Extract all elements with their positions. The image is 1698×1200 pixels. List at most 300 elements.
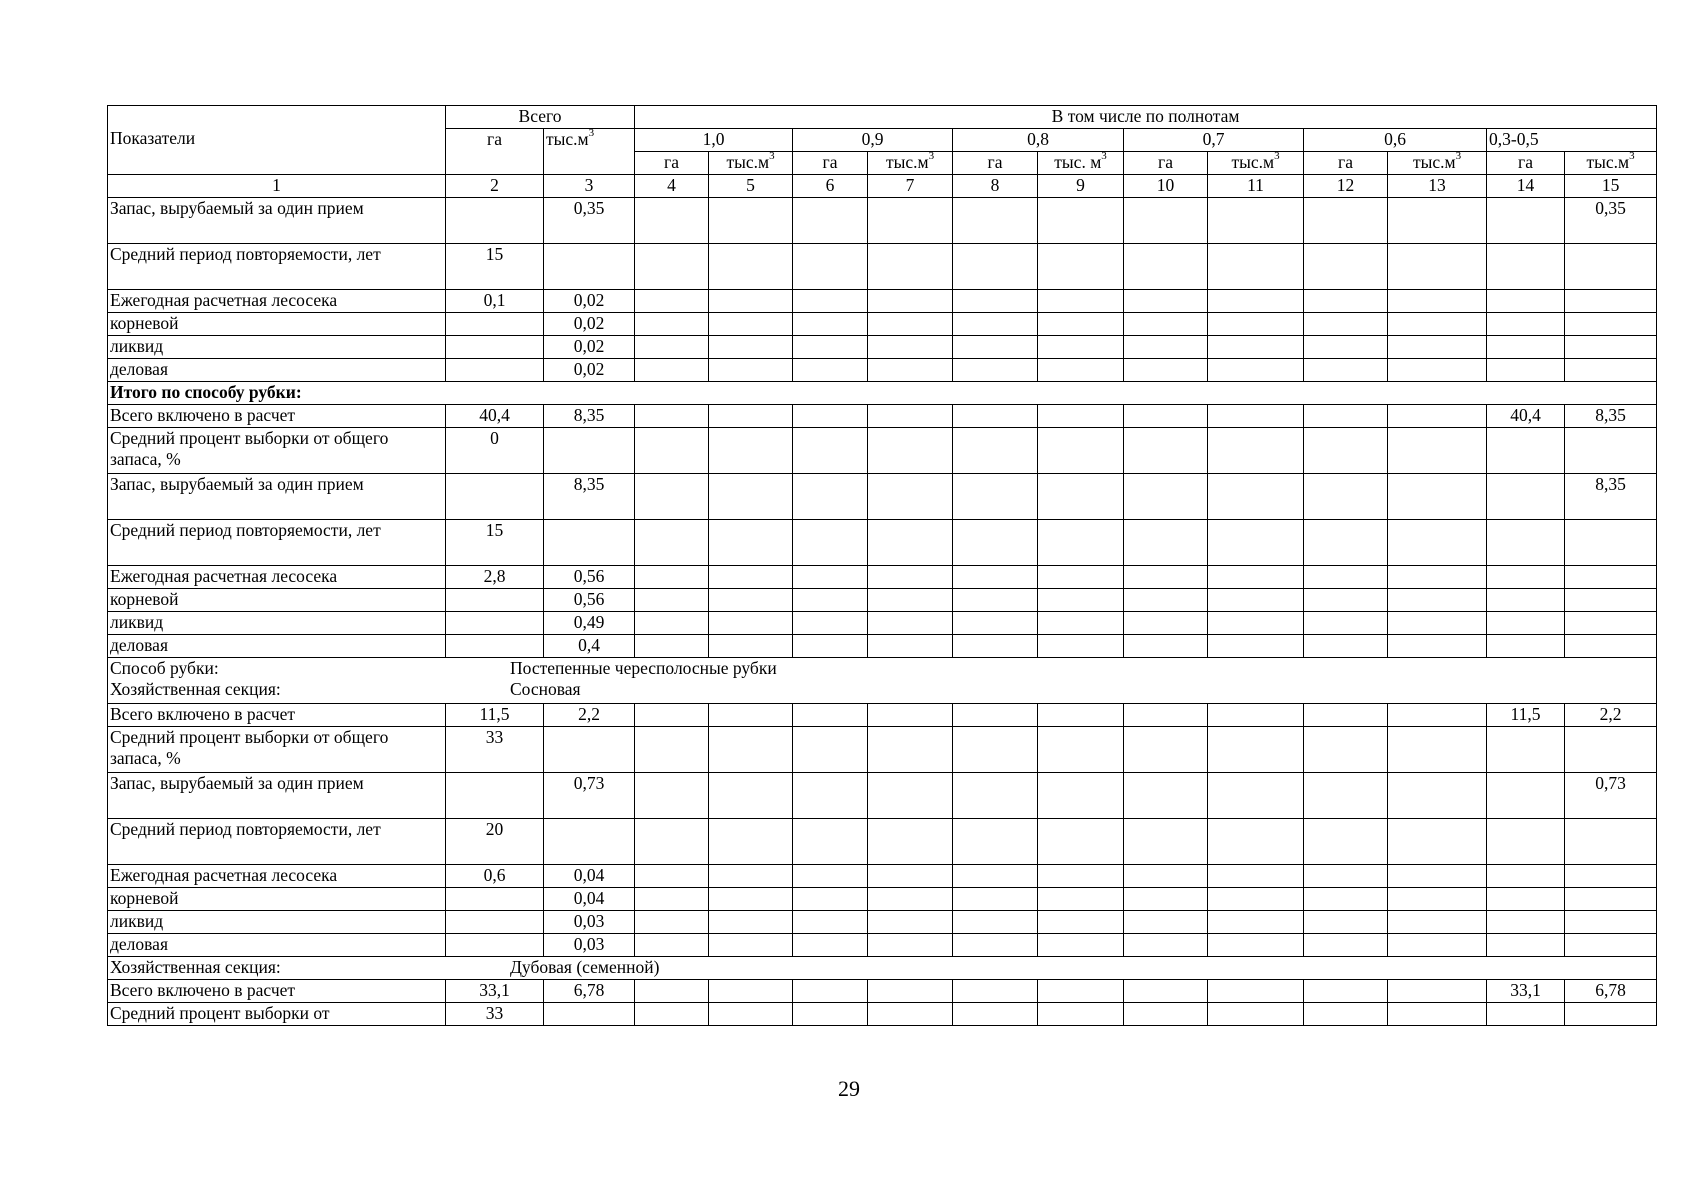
- density-cell: [709, 773, 793, 819]
- density-cell: [793, 704, 868, 727]
- density-low-ha-cell: [1487, 635, 1565, 658]
- density-low-ha-cell: [1487, 865, 1565, 888]
- total-ha-cell: 2,8: [446, 566, 544, 589]
- total-ha-cell: [446, 911, 544, 934]
- table-row: [108, 865, 1657, 888]
- header-density-4: 0,7: [1124, 129, 1304, 152]
- column-number: 10: [1124, 175, 1208, 198]
- density-cell: [709, 911, 793, 934]
- row-label: Ежегодная расчетная лесосека: [108, 865, 446, 888]
- total-ha-cell: 33,1: [446, 980, 544, 1003]
- total-ha-cell: [446, 313, 544, 336]
- density-cell: [1124, 612, 1208, 635]
- density-cell: [868, 198, 953, 244]
- density-cell: [635, 865, 709, 888]
- density-cell: [1208, 520, 1304, 566]
- density-cell: [793, 428, 868, 474]
- density-low-m3-cell: [1565, 336, 1657, 359]
- total-ha-cell: [446, 773, 544, 819]
- density-cell: [793, 980, 868, 1003]
- density-cell: [709, 865, 793, 888]
- header-unit-m3: $тыс.м^3$: [1208, 152, 1304, 175]
- density-low-m3-cell: [1565, 244, 1657, 290]
- density-cell: [635, 566, 709, 589]
- density-cell: [635, 635, 709, 658]
- density-cell: [1388, 336, 1487, 359]
- density-cell: [793, 773, 868, 819]
- row-label: деловая: [108, 359, 446, 382]
- density-cell: [1038, 474, 1124, 520]
- density-cell: [868, 911, 953, 934]
- density-low-ha-cell: [1487, 888, 1565, 911]
- density-cell: [635, 819, 709, 865]
- density-cell: [1038, 290, 1124, 313]
- density-cell: [1208, 980, 1304, 1003]
- table-row: [108, 474, 1657, 520]
- density-cell: [1038, 612, 1124, 635]
- header-total-m3: $тыс.м^3$: [544, 129, 635, 175]
- subtotal-heading: Итого по способу рубки:: [108, 382, 1657, 405]
- density-low-m3-cell: [1565, 635, 1657, 658]
- density-cell: [1038, 313, 1124, 336]
- total-m3-cell: 8,35: [544, 474, 635, 520]
- table-row: [108, 658, 1657, 704]
- total-ha-cell: [446, 589, 544, 612]
- density-cell: [1304, 773, 1388, 819]
- total-m3-cell: [544, 819, 635, 865]
- density-cell: [953, 566, 1038, 589]
- density-cell: [1388, 635, 1487, 658]
- header-unit-ha: га: [635, 152, 709, 175]
- density-cell: [635, 612, 709, 635]
- density-cell: [1304, 198, 1388, 244]
- section-label: Хозяйственная секция:: [110, 679, 281, 699]
- table-row: [108, 566, 1657, 589]
- density-cell: [1304, 359, 1388, 382]
- density-low-ha-cell: [1487, 313, 1565, 336]
- density-low-ha-cell: [1487, 359, 1565, 382]
- density-cell: [1038, 704, 1124, 727]
- total-m3-cell: 0,04: [544, 888, 635, 911]
- total-m3-cell: 8,35: [544, 405, 635, 428]
- section-value: Сосновая: [510, 679, 581, 699]
- density-cell: [793, 589, 868, 612]
- header-unit-m3: $тыс.м^3$: [709, 152, 793, 175]
- density-low-m3-cell: [1565, 1003, 1657, 1026]
- total-m3-cell: 0,56: [544, 566, 635, 589]
- density-cell: [635, 727, 709, 773]
- density-cell: [1208, 359, 1304, 382]
- density-cell: [1124, 1003, 1208, 1026]
- row-label: Средний период повторяемости, лет: [108, 244, 446, 290]
- row-label: корневой: [108, 888, 446, 911]
- table-row: [108, 290, 1657, 313]
- density-cell: [709, 819, 793, 865]
- density-cell: [1388, 520, 1487, 566]
- density-cell: [709, 336, 793, 359]
- density-cell: [1038, 727, 1124, 773]
- row-label: корневой: [108, 589, 446, 612]
- density-cell: [1208, 727, 1304, 773]
- density-cell: [1124, 635, 1208, 658]
- total-ha-cell: [446, 934, 544, 957]
- density-cell: [793, 934, 868, 957]
- density-cell: [793, 359, 868, 382]
- table-row: [108, 336, 1657, 359]
- density-low-ha-cell: [1487, 911, 1565, 934]
- header-indicators: Показатели: [108, 106, 446, 175]
- density-cell: [1304, 589, 1388, 612]
- density-low-m3-cell: [1565, 911, 1657, 934]
- density-cell: [1208, 428, 1304, 474]
- total-ha-cell: [446, 359, 544, 382]
- section-heading: [108, 957, 1657, 980]
- total-ha-cell: 15: [446, 244, 544, 290]
- total-m3-cell: 0,49: [544, 612, 635, 635]
- row-label: ликвид: [108, 336, 446, 359]
- row-label: Средний процент выборки от: [108, 1003, 446, 1026]
- density-cell: [1038, 773, 1124, 819]
- table-row: [108, 612, 1657, 635]
- density-cell: [953, 635, 1038, 658]
- page-number: 29: [838, 1076, 860, 1101]
- density-cell: [1124, 405, 1208, 428]
- density-cell: [868, 405, 953, 428]
- density-cell: [1304, 405, 1388, 428]
- density-cell: [635, 911, 709, 934]
- row-label: Ежегодная расчетная лесосека: [108, 290, 446, 313]
- total-m3-cell: 0,04: [544, 865, 635, 888]
- density-cell: [1208, 704, 1304, 727]
- density-cell: [793, 819, 868, 865]
- density-low-m3-cell: [1565, 888, 1657, 911]
- density-low-m3-cell: [1565, 865, 1657, 888]
- density-cell: [709, 704, 793, 727]
- row-label: Средний процент выборки от общего запаса, %: [108, 428, 446, 474]
- density-low-ha-cell: [1487, 198, 1565, 244]
- total-ha-cell: [446, 635, 544, 658]
- density-cell: [1388, 1003, 1487, 1026]
- table-row: [108, 727, 1657, 773]
- density-cell: [1304, 474, 1388, 520]
- table-body: [108, 198, 1657, 1026]
- header-by-density: В том числе по полнотам: [635, 106, 1657, 129]
- row-label: Запас, вырубаемый за один прием: [108, 198, 446, 244]
- density-cell: [1304, 980, 1388, 1003]
- header-unit-m3: $тыс.м^3$: [1388, 152, 1487, 175]
- density-cell: [793, 635, 868, 658]
- density-cell: [709, 635, 793, 658]
- table-row: [108, 359, 1657, 382]
- density-low-ha-cell: [1487, 612, 1565, 635]
- density-cell: [953, 359, 1038, 382]
- total-ha-cell: [446, 474, 544, 520]
- density-cell: [635, 520, 709, 566]
- section-label: Хозяйственная секция:: [110, 957, 281, 977]
- row-label: ликвид: [108, 911, 446, 934]
- density-cell: [709, 198, 793, 244]
- density-cell: [953, 405, 1038, 428]
- column-number: 3: [544, 175, 635, 198]
- density-cell: [1124, 566, 1208, 589]
- row-label: Средний процент выборки от общего запаса, %: [108, 727, 446, 773]
- row-label: Запас, вырубаемый за один прием: [108, 773, 446, 819]
- density-cell: [709, 359, 793, 382]
- density-cell: [793, 198, 868, 244]
- density-low-m3-cell: [1565, 727, 1657, 773]
- table-row: [108, 888, 1657, 911]
- column-number: 15: [1565, 175, 1657, 198]
- density-cell: [1038, 865, 1124, 888]
- density-cell: [953, 819, 1038, 865]
- density-cell: [953, 520, 1038, 566]
- density-low-m3-cell: [1565, 520, 1657, 566]
- column-number: 4: [635, 175, 709, 198]
- density-cell: [709, 244, 793, 290]
- total-ha-cell: 20: [446, 819, 544, 865]
- density-low-ha-cell: 33,1: [1487, 980, 1565, 1003]
- row-label: Всего включено в расчет: [108, 704, 446, 727]
- density-cell: [1038, 566, 1124, 589]
- table-row: [108, 428, 1657, 474]
- density-cell: [709, 1003, 793, 1026]
- density-cell: [868, 727, 953, 773]
- column-number: 11: [1208, 175, 1304, 198]
- density-cell: [1208, 612, 1304, 635]
- header-unit-ha: га: [793, 152, 868, 175]
- density-cell: [1208, 198, 1304, 244]
- density-cell: [953, 474, 1038, 520]
- density-cell: [868, 313, 953, 336]
- column-number: 2: [446, 175, 544, 198]
- density-cell: [1038, 336, 1124, 359]
- density-low-m3-cell: 6,78: [1565, 980, 1657, 1003]
- table-row: [108, 382, 1657, 405]
- density-cell: [953, 704, 1038, 727]
- density-cell: [953, 773, 1038, 819]
- total-m3-cell: [544, 244, 635, 290]
- header-total: Всего: [446, 106, 635, 129]
- density-low-m3-cell: [1565, 566, 1657, 589]
- total-m3-cell: 0,73: [544, 773, 635, 819]
- column-number: 1: [108, 175, 446, 198]
- density-cell: [1208, 405, 1304, 428]
- density-cell: [868, 635, 953, 658]
- density-cell: [1124, 704, 1208, 727]
- density-low-m3-cell: [1565, 934, 1657, 957]
- total-m3-cell: [544, 1003, 635, 1026]
- section-value: Постепенные чересполосные рубки: [510, 658, 777, 678]
- density-cell: [1388, 428, 1487, 474]
- density-cell: [1388, 819, 1487, 865]
- density-cell: [1038, 198, 1124, 244]
- density-cell: [953, 428, 1038, 474]
- density-low-m3-cell: 8,35: [1565, 405, 1657, 428]
- density-cell: [635, 980, 709, 1003]
- density-cell: [635, 336, 709, 359]
- density-cell: [1124, 336, 1208, 359]
- density-cell: [868, 980, 953, 1003]
- density-low-ha-cell: [1487, 1003, 1565, 1026]
- density-cell: [868, 290, 953, 313]
- density-cell: [1388, 313, 1487, 336]
- density-cell: [953, 980, 1038, 1003]
- density-cell: [1124, 359, 1208, 382]
- density-cell: [793, 313, 868, 336]
- column-number: 9: [1038, 175, 1124, 198]
- density-cell: [868, 612, 953, 635]
- density-cell: [1124, 888, 1208, 911]
- total-m3-cell: 0,35: [544, 198, 635, 244]
- density-cell: [793, 888, 868, 911]
- density-cell: [1304, 819, 1388, 865]
- density-cell: [953, 244, 1038, 290]
- total-ha-cell: 33: [446, 1003, 544, 1026]
- table-row: [108, 520, 1657, 566]
- density-cell: [709, 980, 793, 1003]
- density-low-ha-cell: [1487, 244, 1565, 290]
- density-cell: [793, 1003, 868, 1026]
- density-cell: [1388, 773, 1487, 819]
- density-cell: [1124, 980, 1208, 1003]
- table-row: [108, 635, 1657, 658]
- density-cell: [1304, 336, 1388, 359]
- density-cell: [868, 819, 953, 865]
- density-cell: [1208, 773, 1304, 819]
- total-m3-cell: 0,56: [544, 589, 635, 612]
- header-unit-m3: $тыс.м^3$: [1565, 152, 1657, 175]
- density-cell: [1038, 819, 1124, 865]
- density-cell: [1388, 911, 1487, 934]
- density-cell: [1388, 474, 1487, 520]
- density-cell: [1304, 704, 1388, 727]
- density-cell: [1388, 865, 1487, 888]
- density-cell: [1304, 290, 1388, 313]
- density-cell: [793, 244, 868, 290]
- density-low-ha-cell: [1487, 819, 1565, 865]
- density-cell: [1208, 313, 1304, 336]
- density-cell: [635, 1003, 709, 1026]
- density-low-m3-cell: 0,35: [1565, 198, 1657, 244]
- density-cell: [1304, 727, 1388, 773]
- density-cell: [635, 474, 709, 520]
- density-cell: [1208, 566, 1304, 589]
- density-cell: [1304, 911, 1388, 934]
- total-ha-cell: [446, 336, 544, 359]
- density-cell: [1038, 359, 1124, 382]
- density-cell: [635, 198, 709, 244]
- density-low-ha-cell: [1487, 428, 1565, 474]
- header-unit-m3: тыс. $м^3$: [1038, 152, 1124, 175]
- row-label: ликвид: [108, 612, 446, 635]
- density-cell: [709, 405, 793, 428]
- density-cell: [1038, 980, 1124, 1003]
- density-cell: [1038, 934, 1124, 957]
- section-label: Способ рубки:: [110, 658, 219, 678]
- total-m3-cell: 0,02: [544, 290, 635, 313]
- total-m3-cell: 0,02: [544, 359, 635, 382]
- density-cell: [1038, 635, 1124, 658]
- density-cell: [953, 290, 1038, 313]
- density-cell: [635, 244, 709, 290]
- total-ha-cell: 0,1: [446, 290, 544, 313]
- density-cell: [868, 244, 953, 290]
- density-cell: [709, 727, 793, 773]
- density-cell: [1208, 474, 1304, 520]
- row-label: корневой: [108, 313, 446, 336]
- column-number: 14: [1487, 175, 1565, 198]
- total-ha-cell: 11,5: [446, 704, 544, 727]
- total-m3-cell: 2,2: [544, 704, 635, 727]
- total-m3-cell: [544, 520, 635, 566]
- density-cell: [1388, 290, 1487, 313]
- density-cell: [1124, 290, 1208, 313]
- table-row: [108, 980, 1657, 1003]
- density-cell: [793, 474, 868, 520]
- density-cell: [1304, 566, 1388, 589]
- density-low-m3-cell: [1565, 359, 1657, 382]
- table-row: [108, 911, 1657, 934]
- density-cell: [868, 704, 953, 727]
- density-cell: [635, 934, 709, 957]
- density-cell: [953, 336, 1038, 359]
- header-unit-m3: $тыс.м^3$: [868, 152, 953, 175]
- density-cell: [1208, 635, 1304, 658]
- density-cell: [709, 428, 793, 474]
- total-m3-cell: 0,02: [544, 336, 635, 359]
- table-row: [108, 1003, 1657, 1026]
- row-label: Ежегодная расчетная лесосека: [108, 566, 446, 589]
- density-cell: [1124, 934, 1208, 957]
- density-cell: [953, 888, 1038, 911]
- density-cell: [1304, 635, 1388, 658]
- row-label: Средний период повторяемости, лет: [108, 819, 446, 865]
- density-cell: [1304, 520, 1388, 566]
- header-column-numbers: [108, 175, 1657, 198]
- density-cell: [1208, 934, 1304, 957]
- table-row: [108, 934, 1657, 957]
- density-low-ha-cell: 40,4: [1487, 405, 1565, 428]
- density-low-m3-cell: 0,73: [1565, 773, 1657, 819]
- density-low-ha-cell: [1487, 290, 1565, 313]
- density-cell: [1304, 1003, 1388, 1026]
- density-cell: [793, 612, 868, 635]
- total-m3-cell: 0,03: [544, 911, 635, 934]
- density-cell: [793, 865, 868, 888]
- density-cell: [1038, 428, 1124, 474]
- density-cell: [635, 359, 709, 382]
- density-low-m3-cell: [1565, 428, 1657, 474]
- table-row: [108, 313, 1657, 336]
- total-m3-cell: 6,78: [544, 980, 635, 1003]
- density-cell: [793, 290, 868, 313]
- density-cell: [1038, 888, 1124, 911]
- density-cell: [953, 1003, 1038, 1026]
- density-cell: [1208, 911, 1304, 934]
- row-label: Всего включено в расчет: [108, 405, 446, 428]
- density-cell: [1208, 290, 1304, 313]
- density-cell: [1388, 198, 1487, 244]
- density-cell: [635, 589, 709, 612]
- density-cell: [1124, 428, 1208, 474]
- density-cell: [1124, 773, 1208, 819]
- density-cell: [1388, 888, 1487, 911]
- density-cell: [953, 934, 1038, 957]
- table-row: [108, 704, 1657, 727]
- column-number: 8: [953, 175, 1038, 198]
- density-low-m3-cell: [1565, 612, 1657, 635]
- density-low-ha-cell: [1487, 727, 1565, 773]
